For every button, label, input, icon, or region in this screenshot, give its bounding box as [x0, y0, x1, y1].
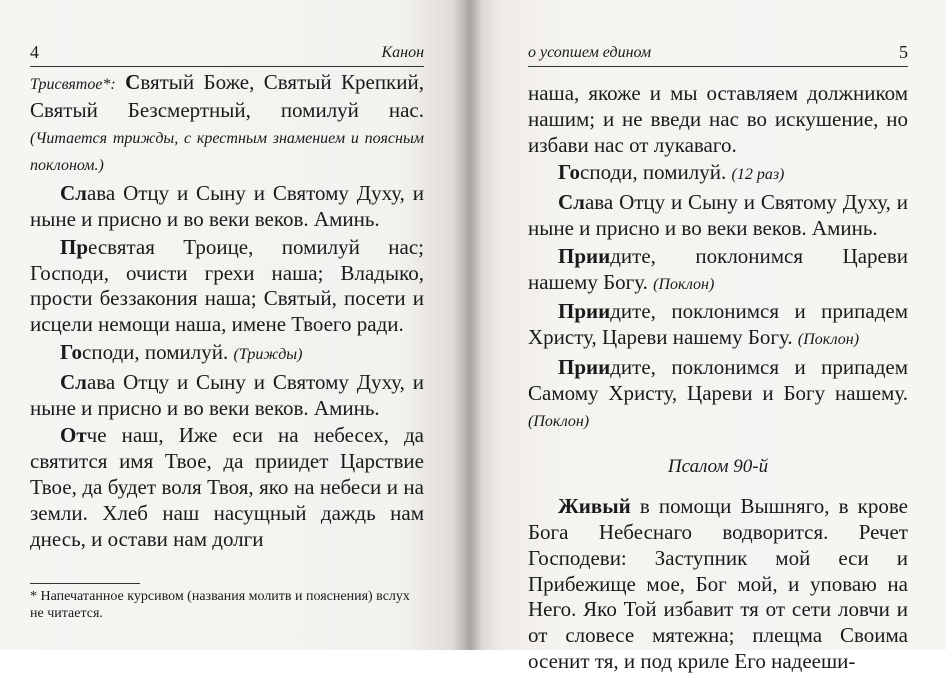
footnote: * Напечатанное курсивом (названия молитв и пояснения) вслух не читается. [30, 589, 410, 621]
psalm-title: Псалом 90-й [667, 456, 769, 478]
running-title: о усопшем едином [528, 44, 652, 61]
bold-lead: От [60, 423, 87, 448]
prayer-text: споди, помилуй. [580, 160, 727, 185]
bold-lead: Сл [60, 181, 87, 206]
header-rule [30, 66, 424, 67]
prayer-text: вятый Боже, Святый Крепкий, Святый Безсмертный, помилуй нас. [30, 70, 424, 122]
left-page [0, 0, 470, 650]
prayer-text: дите, поклонимся и припадем Самому Христу, Цареви и Богу нашему. [528, 354, 908, 405]
rubric: (Поклон) [528, 412, 590, 430]
psalm-paragraph [528, 494, 908, 675]
page-number: 5 [899, 42, 908, 62]
prayer-text: дите, поклонимся и припадем Христу, Цареви нашему Богу. [528, 299, 908, 350]
footnote-rule [30, 583, 140, 584]
prayer-text: ава Отцу и Сыну и Святому Духу, и ныне и присно и во веки веков. Аминь. [30, 369, 424, 420]
bold-lead: Пр [60, 234, 89, 259]
paragraph [528, 299, 908, 353]
paragraph [528, 81, 908, 158]
rubric: (Поклон) [653, 275, 715, 293]
paragraph [30, 235, 424, 338]
left-page-text [30, 70, 424, 554]
right-page [470, 0, 946, 673]
psalm-text: в помощи Вышняго, в крове Бога Небеснаго водворится. Речет Господеви: Заступник мой еси и Прибежище мое, Бог мой, и уповаю на Него. Яко Той избавит тя от сети ловчи и от словесе мятежна; плещма Своима осенит тя, и под криле Его надееши- [528, 494, 908, 673]
paragraph-trisvyatoe [30, 70, 424, 179]
rubric: (Трижды) [233, 345, 303, 363]
page-number: 4 [30, 42, 39, 62]
prayer-text: ава Отцу и Сыну и Святому Духу, и ныне и присно и во веки веков. Аминь. [30, 181, 424, 231]
bold-lead: Сл [558, 190, 585, 215]
prayer-text: споди, помилуй. [82, 339, 229, 364]
paragraph [528, 190, 908, 242]
paragraph [30, 340, 424, 368]
header-rule [528, 66, 908, 67]
rubric: (Поклон) [797, 331, 860, 349]
bold-lead: Го [558, 160, 581, 185]
paragraph [528, 355, 908, 434]
paragraph [528, 244, 908, 298]
right-page-text [528, 81, 908, 677]
paragraph [528, 160, 908, 188]
running-title: Канон [381, 44, 424, 61]
bold-lead: Сл [60, 369, 87, 394]
bold-lead: Прии [558, 243, 611, 268]
paragraph [30, 370, 424, 422]
bold-lead: Живый [558, 494, 631, 519]
bold-lead: Го [60, 339, 83, 364]
rubric: (Читается трижды, с крестным знамением и поясным поклоном.) [30, 129, 424, 175]
prayer-text: дите, поклонимся Цареви нашему Богу. [528, 243, 908, 294]
prayer-text: есвятая Троице, помилуй нас; Господи, очисти грехи наша; Владыко, прости беззакония наша; Святый, посети и исцели немощи наша, имене Твоего ради. [30, 234, 424, 337]
book-gutter [452, 0, 482, 650]
bold-lead: Прии [558, 299, 611, 324]
prayer-text: ава Отцу и Сыну и Святому Духу, и ныне и присно и во веки веков. Аминь. [528, 190, 908, 240]
rubric: (12 раз) [731, 166, 785, 184]
bold-lead: С [125, 70, 141, 94]
paragraph [30, 423, 424, 552]
prayer-label: Трисвятое*: [30, 76, 116, 93]
bold-lead: Прии [558, 354, 611, 379]
paragraph [30, 181, 424, 233]
prayer-text: наша, якоже и мы оставляем должником нашим; и не введи нас во искушение, но избави нас от лукаваго. [528, 81, 908, 157]
prayer-text: че наш, Иже еси на небесех, да святится имя Твое, да приидет Царствие Твое, да будет воля Твоя, яко на небеси и на земли. Хлеб наш насущный даждь нам днесь, и остави нам долги [30, 423, 424, 551]
